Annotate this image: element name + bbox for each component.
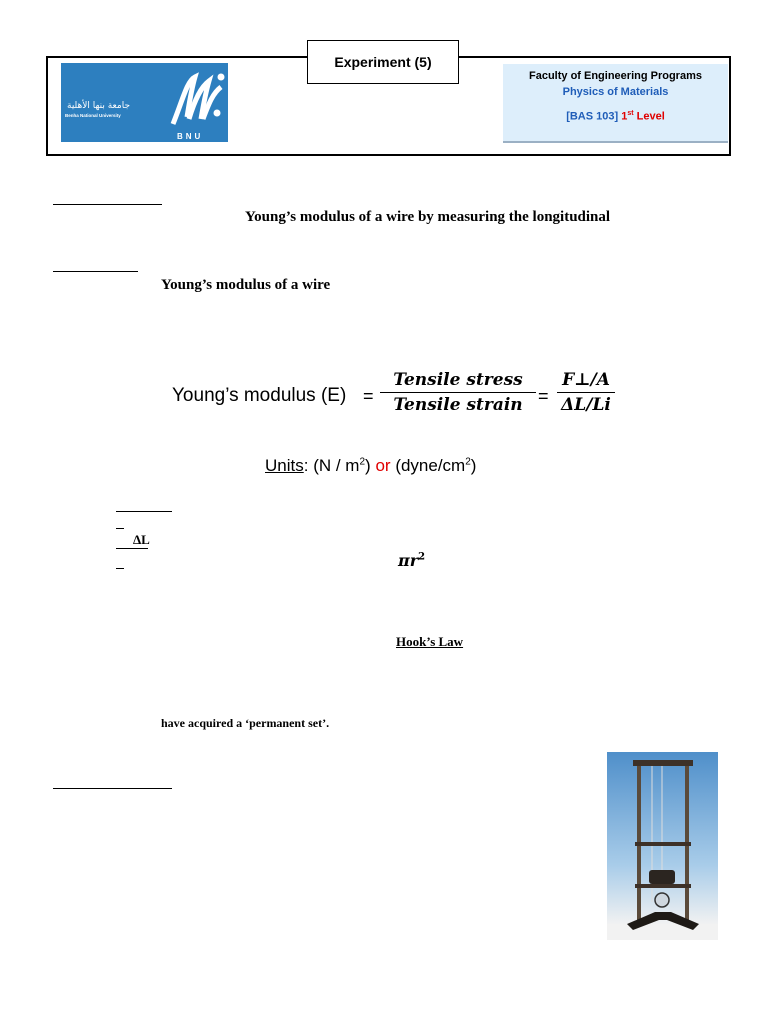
course-level xyxy=(503,110,728,123)
formula-equals-1: = xyxy=(363,386,374,406)
formula-lhs: Young’s modulus (E) xyxy=(172,385,347,406)
aim-heading-rule xyxy=(53,204,162,205)
units-cgs-exponent: 2 xyxy=(465,456,471,468)
course-name: Physics of Materials xyxy=(562,86,669,98)
elongation-over-length: ΔL/Li xyxy=(561,395,611,415)
university-english-name: Benha National University xyxy=(65,113,121,118)
fraction-stress-strain xyxy=(380,370,536,415)
fraction-force-elongation xyxy=(557,370,615,415)
units-si: (N / m xyxy=(313,456,360,475)
fraction-bar xyxy=(557,392,615,393)
units-or: or xyxy=(375,456,391,475)
units-cgs: (dyne/cm xyxy=(395,456,466,475)
level-word: Level xyxy=(636,110,665,123)
apparatus-drawing xyxy=(607,752,718,940)
aim-text: Young’s modulus of a wire by measuring the longitudinal xyxy=(245,209,611,225)
tensile-stress: Tensile stress xyxy=(393,370,523,390)
theory-heading-rule xyxy=(53,271,138,272)
bullet-rule xyxy=(116,548,148,549)
force-over-area: F⊥/A xyxy=(562,370,610,390)
tensile-strain: Tensile strain xyxy=(393,395,523,415)
pi-r-squared: $\pi r^2$ xyxy=(398,551,426,570)
youngs-modulus-apparatus-image xyxy=(607,752,718,940)
university-abbr: BNU xyxy=(177,132,204,141)
experiment-label: Experiment (5) xyxy=(307,40,459,84)
university-logo xyxy=(61,63,228,142)
delta-l-symbol: ΔL xyxy=(133,532,150,547)
fraction-bar xyxy=(380,392,536,393)
university-arabic-name: جامعة بنها الأهلية xyxy=(67,101,131,111)
units-si-exponent: 2 xyxy=(359,456,366,468)
faculty-box xyxy=(503,64,728,143)
units-line: Units: $(N / m^2)$ or $(dyne/cm^2)$ xyxy=(265,456,477,475)
bullet-rule xyxy=(116,568,124,569)
faculty-name: Faculty of Engineering Programs xyxy=(529,70,702,82)
bnu-emblem-icon xyxy=(165,69,227,131)
permanent-set-text: have acquired a ‘permanent set’. xyxy=(161,716,330,730)
level-suffix: st xyxy=(627,110,634,117)
formula-equals-2: = xyxy=(538,386,549,406)
bullet-rule xyxy=(116,528,124,529)
theory-text: Young’s modulus of a wire xyxy=(161,277,331,293)
level-number: 1 xyxy=(621,110,628,123)
definitions-heading-rule xyxy=(116,511,172,512)
apparatus-heading-rule xyxy=(53,788,172,789)
hooks-law-label: Hook’s Law xyxy=(396,634,464,649)
units-label: Units xyxy=(265,456,304,475)
course-code: [BAS 103] xyxy=(566,110,619,123)
